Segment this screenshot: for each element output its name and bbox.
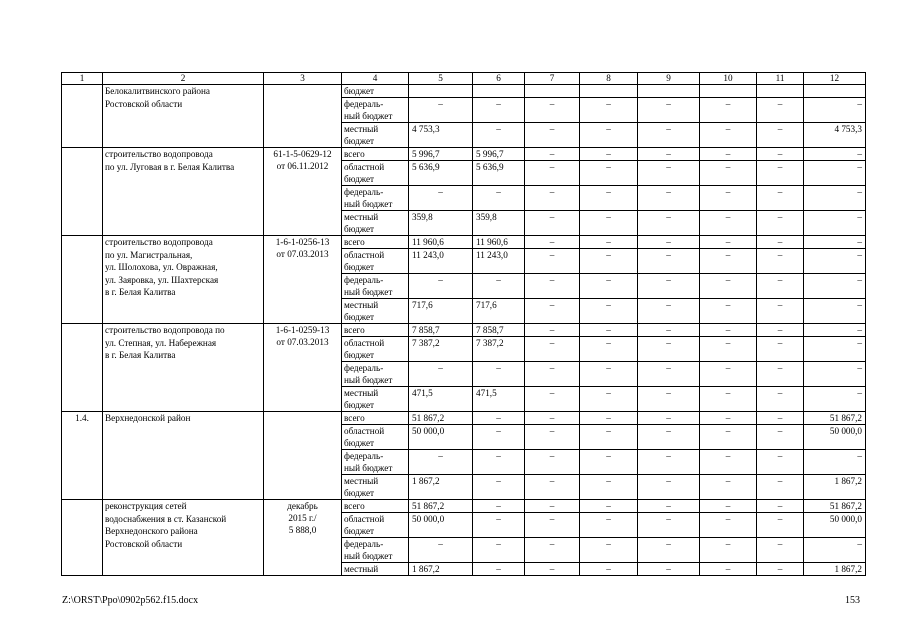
value-cell: – xyxy=(700,249,757,274)
value-cell: – xyxy=(804,161,866,186)
value-cell: – xyxy=(757,563,804,576)
value-cell: – xyxy=(804,148,866,161)
value-cell: – xyxy=(473,123,525,148)
value-cell: – xyxy=(525,324,580,337)
value-cell: – xyxy=(409,274,473,299)
item-number xyxy=(62,85,103,148)
value-cell xyxy=(638,85,700,98)
value-cell: – xyxy=(638,148,700,161)
funding-source: областной бюджет xyxy=(342,249,409,274)
value-cell: 4 753,3 xyxy=(804,123,866,148)
value-cell: – xyxy=(525,475,580,500)
value-cell: 471,5 xyxy=(473,387,525,412)
value-cell: – xyxy=(525,274,580,299)
document-reference: 1-6-1-0259-13 от 07.03.2013 xyxy=(264,324,342,412)
item-description: строительство водопровода по ул. Луговая в г. Белая Калитва xyxy=(103,148,264,236)
item-number xyxy=(62,236,103,324)
value-cell: – xyxy=(525,412,580,425)
value-cell: – xyxy=(757,249,804,274)
value-cell: – xyxy=(757,513,804,538)
table-row xyxy=(62,236,866,249)
funding-source: бюджет xyxy=(342,85,409,98)
funding-source: федераль- ный бюджет xyxy=(342,450,409,475)
value-cell xyxy=(525,85,580,98)
value-cell: – xyxy=(525,299,580,324)
value-cell: – xyxy=(473,186,525,211)
funding-source: федераль- ный бюджет xyxy=(342,98,409,123)
value-cell: – xyxy=(804,186,866,211)
funding-source: всего xyxy=(342,148,409,161)
value-cell: – xyxy=(525,362,580,387)
value-cell: – xyxy=(804,450,866,475)
value-cell: – xyxy=(525,450,580,475)
value-cell: 1 867,2 xyxy=(804,475,866,500)
value-cell: – xyxy=(525,563,580,576)
value-cell: – xyxy=(525,161,580,186)
value-cell: 7 387,2 xyxy=(473,337,525,362)
value-cell: – xyxy=(638,123,700,148)
funding-source: местный бюджет xyxy=(342,387,409,412)
column-number: 4 xyxy=(342,73,409,85)
funding-source: областной бюджет xyxy=(342,425,409,450)
column-number: 3 xyxy=(264,73,342,85)
value-cell: – xyxy=(580,236,638,249)
value-cell: – xyxy=(638,236,700,249)
value-cell xyxy=(757,85,804,98)
value-cell: – xyxy=(804,274,866,299)
funding-source: областной бюджет xyxy=(342,513,409,538)
table-row xyxy=(62,412,866,425)
value-cell: – xyxy=(700,475,757,500)
page-number: 153 xyxy=(845,595,860,606)
value-cell: – xyxy=(580,475,638,500)
column-number: 2 xyxy=(103,73,264,85)
value-cell: – xyxy=(638,425,700,450)
funding-source: местный xyxy=(342,563,409,576)
column-number: 7 xyxy=(525,73,580,85)
table-row xyxy=(62,500,866,513)
value-cell: – xyxy=(757,450,804,475)
value-cell: – xyxy=(638,186,700,211)
value-cell: – xyxy=(700,337,757,362)
column-number: 9 xyxy=(638,73,700,85)
value-cell: 7 858,7 xyxy=(473,324,525,337)
item-description: реконструкция сетей водоснабжения в ст. Казанской Верхнедонского района Ростовской области xyxy=(103,500,264,576)
value-cell: 50 000,0 xyxy=(409,425,473,450)
value-cell: – xyxy=(757,98,804,123)
budget-table xyxy=(61,72,866,576)
value-cell: – xyxy=(700,324,757,337)
value-cell: 51 867,2 xyxy=(804,412,866,425)
value-cell: – xyxy=(473,475,525,500)
column-number: 10 xyxy=(700,73,757,85)
value-cell: – xyxy=(580,148,638,161)
value-cell: – xyxy=(700,450,757,475)
funding-source: местный бюджет xyxy=(342,123,409,148)
value-cell: – xyxy=(638,500,700,513)
value-cell: – xyxy=(700,563,757,576)
funding-source: местный бюджет xyxy=(342,299,409,324)
value-cell: – xyxy=(757,500,804,513)
value-cell: – xyxy=(525,513,580,538)
value-cell: – xyxy=(638,274,700,299)
value-cell: – xyxy=(804,211,866,236)
value-cell: – xyxy=(804,387,866,412)
value-cell: – xyxy=(757,211,804,236)
funding-source: местный бюджет xyxy=(342,475,409,500)
table-row xyxy=(62,85,866,98)
value-cell: – xyxy=(638,513,700,538)
value-cell: – xyxy=(804,538,866,563)
value-cell: – xyxy=(700,538,757,563)
table-row xyxy=(62,324,866,337)
value-cell: – xyxy=(638,362,700,387)
footer-file-path: Z:\ORST\Ppo\0902p562.f15.docx xyxy=(62,595,199,606)
value-cell: – xyxy=(525,337,580,362)
value-cell: – xyxy=(473,563,525,576)
value-cell: – xyxy=(580,563,638,576)
value-cell: 51 867,2 xyxy=(409,500,473,513)
column-number: 6 xyxy=(473,73,525,85)
value-cell: – xyxy=(638,538,700,563)
value-cell: 7 858,7 xyxy=(409,324,473,337)
value-cell: – xyxy=(525,123,580,148)
value-cell: – xyxy=(580,211,638,236)
value-cell: 11 960,6 xyxy=(473,236,525,249)
value-cell: – xyxy=(757,274,804,299)
value-cell: – xyxy=(580,412,638,425)
value-cell xyxy=(700,85,757,98)
value-cell: 359,8 xyxy=(473,211,525,236)
value-cell xyxy=(804,85,866,98)
column-number: 5 xyxy=(409,73,473,85)
column-number: 1 xyxy=(62,73,103,85)
document-reference: 61-1-5-0629-12 от 06.11.2012 xyxy=(264,148,342,236)
value-cell: – xyxy=(525,538,580,563)
value-cell: – xyxy=(700,186,757,211)
value-cell: 1 867,2 xyxy=(409,475,473,500)
value-cell: – xyxy=(804,337,866,362)
value-cell: – xyxy=(757,337,804,362)
value-cell: 1 867,2 xyxy=(409,563,473,576)
item-number xyxy=(62,324,103,412)
value-cell: – xyxy=(700,123,757,148)
value-cell: – xyxy=(700,362,757,387)
value-cell: 5 996,7 xyxy=(473,148,525,161)
document-reference: декабрь 2015 г./ 5 888,0 xyxy=(264,500,342,576)
value-cell xyxy=(409,85,473,98)
value-cell: – xyxy=(638,475,700,500)
value-cell: – xyxy=(525,500,580,513)
funding-source: всего xyxy=(342,500,409,513)
value-cell: – xyxy=(700,274,757,299)
value-cell: – xyxy=(757,123,804,148)
value-cell: – xyxy=(409,450,473,475)
value-cell: – xyxy=(525,98,580,123)
value-cell: – xyxy=(580,362,638,387)
value-cell: – xyxy=(580,513,638,538)
column-number: 8 xyxy=(580,73,638,85)
funding-source: федераль- ный бюджет xyxy=(342,538,409,563)
document-reference xyxy=(264,412,342,500)
value-cell: – xyxy=(638,324,700,337)
funding-source: федераль- ный бюджет xyxy=(342,274,409,299)
value-cell: 50 000,0 xyxy=(804,425,866,450)
funding-source: всего xyxy=(342,324,409,337)
value-cell xyxy=(473,85,525,98)
value-cell: – xyxy=(580,186,638,211)
document-reference xyxy=(264,85,342,148)
value-cell: – xyxy=(580,450,638,475)
value-cell: – xyxy=(580,324,638,337)
value-cell: – xyxy=(580,387,638,412)
value-cell: – xyxy=(700,299,757,324)
value-cell: 7 387,2 xyxy=(409,337,473,362)
funding-source: местный бюджет xyxy=(342,211,409,236)
value-cell: – xyxy=(700,211,757,236)
value-cell: – xyxy=(700,236,757,249)
item-description: Белокалитвинского района Ростовской области xyxy=(103,85,264,148)
value-cell xyxy=(580,85,638,98)
value-cell: – xyxy=(804,236,866,249)
value-cell: – xyxy=(580,98,638,123)
value-cell: – xyxy=(804,249,866,274)
value-cell: – xyxy=(409,98,473,123)
value-cell: – xyxy=(525,425,580,450)
value-cell: 51 867,2 xyxy=(409,412,473,425)
value-cell: – xyxy=(638,563,700,576)
value-cell: – xyxy=(638,337,700,362)
value-cell: – xyxy=(473,362,525,387)
value-cell: – xyxy=(473,450,525,475)
value-cell: – xyxy=(580,538,638,563)
value-cell: – xyxy=(700,98,757,123)
value-cell: – xyxy=(638,450,700,475)
funding-source: федераль- ный бюджет xyxy=(342,362,409,387)
value-cell: – xyxy=(525,211,580,236)
value-cell: – xyxy=(580,123,638,148)
value-cell: – xyxy=(525,249,580,274)
value-cell: – xyxy=(580,274,638,299)
value-cell: – xyxy=(804,299,866,324)
value-cell: – xyxy=(638,211,700,236)
value-cell: – xyxy=(638,249,700,274)
item-number xyxy=(62,148,103,236)
value-cell: – xyxy=(638,299,700,324)
value-cell: – xyxy=(580,425,638,450)
value-cell: – xyxy=(525,236,580,249)
value-cell: – xyxy=(700,425,757,450)
value-cell: 5 636,9 xyxy=(409,161,473,186)
value-cell: – xyxy=(700,412,757,425)
value-cell: – xyxy=(700,161,757,186)
value-cell: – xyxy=(473,425,525,450)
value-cell: – xyxy=(473,513,525,538)
value-cell: 717,6 xyxy=(473,299,525,324)
item-number xyxy=(62,500,103,576)
value-cell: – xyxy=(757,299,804,324)
value-cell: – xyxy=(700,513,757,538)
value-cell: 51 867,2 xyxy=(804,500,866,513)
value-cell: 50 000,0 xyxy=(804,513,866,538)
value-cell: – xyxy=(757,161,804,186)
value-cell: – xyxy=(757,186,804,211)
value-cell: – xyxy=(804,362,866,387)
value-cell: – xyxy=(757,236,804,249)
item-description: строительство водопровода по ул. Степная, ул. Набережная в г. Белая Калитва xyxy=(103,324,264,412)
value-cell: 5 636,9 xyxy=(473,161,525,186)
value-cell: – xyxy=(473,274,525,299)
value-cell: – xyxy=(757,425,804,450)
value-cell: – xyxy=(638,412,700,425)
value-cell: – xyxy=(580,500,638,513)
value-cell: – xyxy=(525,186,580,211)
funding-source: областной бюджет xyxy=(342,161,409,186)
value-cell: – xyxy=(804,98,866,123)
document-reference: 1-6-1-0256-13 от 07.03.2013 xyxy=(264,236,342,324)
value-cell: 11 960,6 xyxy=(409,236,473,249)
value-cell: – xyxy=(409,186,473,211)
funding-source: всего xyxy=(342,236,409,249)
value-cell: – xyxy=(700,387,757,412)
value-cell: – xyxy=(638,98,700,123)
value-cell: 359,8 xyxy=(409,211,473,236)
item-description: Верхнедонской район xyxy=(103,412,264,500)
header-row xyxy=(62,73,866,85)
item-description: строительство водопровода по ул. Магистральная, ул. Шолохова, ул. Овражная, ул. Заяровка, ул. Шахтерская в г. Белая Калитва xyxy=(103,236,264,324)
value-cell: – xyxy=(580,337,638,362)
value-cell: 11 243,0 xyxy=(409,249,473,274)
value-cell: – xyxy=(757,538,804,563)
value-cell: – xyxy=(473,500,525,513)
value-cell: – xyxy=(525,387,580,412)
value-cell: – xyxy=(409,362,473,387)
value-cell: 50 000,0 xyxy=(409,513,473,538)
value-cell: – xyxy=(757,148,804,161)
value-cell: – xyxy=(473,98,525,123)
value-cell: – xyxy=(580,299,638,324)
column-number: 11 xyxy=(757,73,804,85)
funding-source: федераль- ный бюджет xyxy=(342,186,409,211)
funding-source: областной бюджет xyxy=(342,337,409,362)
value-cell: 5 996,7 xyxy=(409,148,473,161)
value-cell: – xyxy=(757,475,804,500)
column-number: 12 xyxy=(804,73,866,85)
value-cell: – xyxy=(473,412,525,425)
value-cell: – xyxy=(580,161,638,186)
value-cell: – xyxy=(638,161,700,186)
value-cell: – xyxy=(638,387,700,412)
value-cell: – xyxy=(473,538,525,563)
value-cell: – xyxy=(757,412,804,425)
value-cell: – xyxy=(580,249,638,274)
value-cell: – xyxy=(700,500,757,513)
item-number: 1.4. xyxy=(62,412,103,500)
value-cell: – xyxy=(525,148,580,161)
value-cell: – xyxy=(409,538,473,563)
value-cell: 471,5 xyxy=(409,387,473,412)
value-cell: – xyxy=(804,324,866,337)
value-cell: 4 753,3 xyxy=(409,123,473,148)
value-cell: – xyxy=(757,387,804,412)
value-cell: – xyxy=(700,148,757,161)
value-cell: 1 867,2 xyxy=(804,563,866,576)
value-cell: 11 243,0 xyxy=(473,249,525,274)
value-cell: 717,6 xyxy=(409,299,473,324)
value-cell: – xyxy=(757,362,804,387)
funding-source: всего xyxy=(342,412,409,425)
table-row xyxy=(62,148,866,161)
value-cell: – xyxy=(757,324,804,337)
